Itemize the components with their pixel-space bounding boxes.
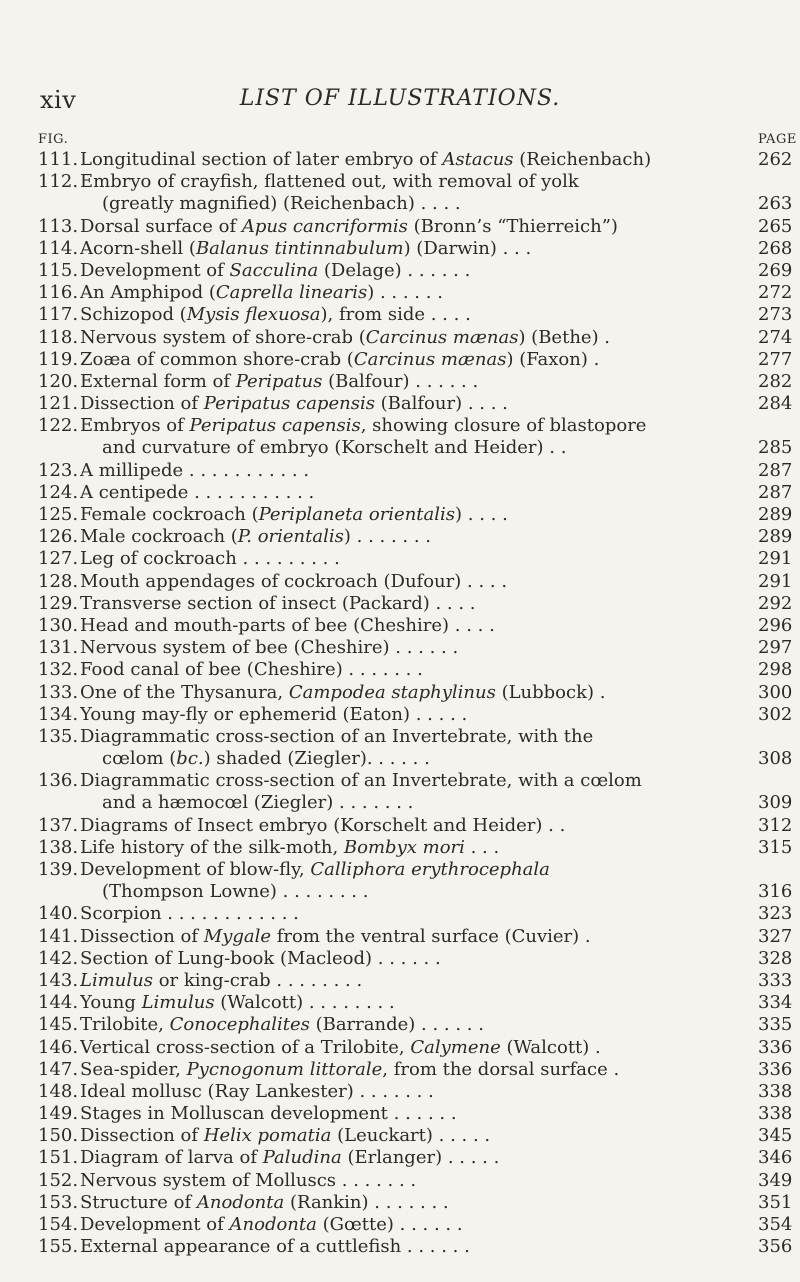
page-reference: 268 — [758, 237, 793, 259]
page-reference: 346 — [758, 1147, 793, 1169]
caption-text: (Gœtte) . . . . . . — [316, 1214, 463, 1235]
illustrations-list — [0, 149, 800, 1258]
caption-text: ) (Darwin) . . . — [403, 237, 532, 259]
figure-number: 120. — [38, 370, 79, 392]
figure-number: 133. — [38, 681, 79, 703]
page-reference: 345 — [758, 1125, 793, 1147]
caption-text: Dorsal surface of — [80, 215, 242, 237]
caption-text: (Rankin) . . . . . . . — [284, 1191, 449, 1213]
figure-number: 117. — [38, 304, 79, 326]
list-item — [0, 1037, 800, 1059]
page-reference: 354 — [758, 1214, 793, 1235]
figure-caption — [102, 193, 752, 215]
caption-text: or king-crab . . . . . . . . — [152, 969, 363, 991]
list-item — [0, 171, 800, 193]
caption-italic-text: Peripatus — [235, 370, 323, 392]
page-reference: 282 — [758, 370, 793, 392]
caption-text: and curvature of embryo (Korschelt and Heider) . . — [102, 437, 567, 459]
page-reference: 328 — [758, 947, 793, 969]
page-reference: 323 — [758, 903, 793, 925]
figure-number: 115. — [38, 259, 79, 281]
caption-text: (Walcott) . — [500, 1036, 601, 1058]
figure-caption — [80, 415, 730, 437]
page-reference: 289 — [758, 504, 793, 525]
figure-caption — [80, 770, 730, 792]
page-reference: 300 — [758, 681, 793, 703]
caption-text: (Reichenbach) — [513, 149, 652, 170]
list-item — [0, 1059, 800, 1081]
figure-number: 113. — [38, 215, 79, 237]
caption-text: Development of — [80, 1214, 230, 1235]
caption-text: Leg of cockroach . . . . . . . . . — [80, 548, 340, 570]
page-reference: 262 — [758, 149, 793, 170]
figure-number: 149. — [38, 1103, 79, 1125]
figure-caption — [80, 970, 730, 992]
figure-caption — [80, 1081, 730, 1103]
caption-text: (Balfour) . . . . . . — [322, 370, 479, 392]
page-reference: 297 — [758, 637, 793, 659]
caption-text: Longitudinal section of later embryo of — [80, 149, 443, 170]
caption-italic-text: Carcinus mænas — [353, 348, 507, 370]
figure-number: 144. — [38, 992, 79, 1014]
page-number: xiv — [40, 86, 77, 114]
caption-text: ) . . . . . . . — [343, 526, 432, 548]
figure-caption — [80, 837, 730, 859]
caption-text: (Delage) . . . . . . — [318, 259, 471, 281]
list-item — [0, 304, 800, 326]
figure-caption — [80, 371, 730, 393]
list-item — [0, 903, 800, 925]
caption-text: Dissection of — [80, 1125, 204, 1147]
figure-number: 139. — [38, 859, 79, 880]
page-reference: 349 — [758, 1169, 793, 1191]
page-reference: 336 — [758, 1058, 793, 1080]
figure-caption — [102, 437, 752, 459]
page-reference: 302 — [758, 703, 793, 725]
caption-italic-text: Bombyx mori — [343, 836, 465, 858]
list-item — [0, 260, 800, 282]
caption-italic-text: Apus cancriformis — [241, 215, 408, 237]
figure-caption — [102, 748, 752, 770]
figure-number: 145. — [38, 1014, 79, 1036]
figure-caption — [80, 1103, 730, 1125]
page-reference: 298 — [758, 659, 793, 681]
figure-caption — [80, 615, 730, 637]
list-item — [0, 1214, 800, 1236]
caption-text: A centipede . . . . . . . . . . . — [80, 481, 315, 503]
caption-italic-text: Mygale — [203, 925, 272, 947]
figure-number: 132. — [38, 659, 79, 681]
caption-text: Sea-spider, — [80, 1058, 187, 1080]
fig-column-label: FIG. — [38, 132, 69, 147]
caption-text: , showing closure of blastopore — [360, 415, 647, 437]
figure-number: 125. — [38, 504, 79, 525]
list-item — [0, 349, 800, 371]
figure-number: 137. — [38, 814, 79, 836]
figure-caption — [80, 992, 730, 1014]
caption-text: from the ventral surface (Cuvier) . — [271, 925, 591, 947]
caption-text: Transverse section of insect (Packard) . . . . — [80, 592, 476, 614]
figure-caption — [80, 548, 730, 570]
figure-number: 121. — [38, 393, 79, 415]
page-reference: 351 — [758, 1191, 793, 1213]
figure-number: 122. — [38, 415, 79, 437]
figure-number: 136. — [38, 770, 79, 792]
page-reference: 263 — [758, 193, 793, 215]
caption-text: (Lubbock) . — [495, 681, 606, 703]
caption-italic-text: Campodea staphylinus — [288, 681, 496, 703]
caption-text: Young — [80, 992, 142, 1014]
figure-number: 118. — [38, 326, 79, 348]
caption-text: Mouth appendages of cockroach (Dufour) . . . . — [80, 570, 508, 592]
list-item — [0, 770, 800, 792]
caption-italic-text: Conocephalites — [169, 1014, 310, 1036]
page-reference: 274 — [758, 326, 793, 348]
list-item — [0, 149, 800, 171]
caption-text: Food canal of bee (Cheshire) . . . . . . . — [80, 659, 423, 681]
caption-italic-text: Paludina — [262, 1147, 342, 1169]
figure-number: 141. — [38, 925, 79, 947]
page-reference: 285 — [758, 437, 793, 459]
figure-number: 143. — [38, 969, 79, 991]
caption-text: A millipede . . . . . . . . . . . — [80, 459, 310, 481]
figure-caption — [80, 859, 730, 881]
list-item — [0, 415, 800, 437]
caption-text: (Barrande) . . . . . . — [309, 1014, 484, 1036]
caption-text: Female cockroach ( — [80, 504, 259, 525]
caption-text: . . . — [464, 836, 500, 858]
page-reference: 316 — [758, 881, 793, 903]
figure-caption — [80, 1014, 730, 1036]
list-item — [0, 1147, 800, 1169]
list-item — [0, 393, 800, 415]
figure-number: 148. — [38, 1080, 79, 1102]
figure-caption — [80, 327, 730, 349]
caption-text: One of the Thysanura, — [80, 681, 289, 703]
caption-text: Diagrammatic cross-section of an Invertebrate, with the — [80, 725, 594, 747]
list-item — [0, 327, 800, 349]
figure-caption — [80, 704, 730, 726]
list-item — [0, 1125, 800, 1147]
figure-caption — [102, 881, 752, 903]
figure-number: 147. — [38, 1058, 79, 1080]
list-item — [0, 504, 800, 526]
list-item — [0, 238, 800, 260]
caption-text: Acorn-shell ( — [80, 237, 196, 259]
caption-text: External appearance of a cuttlefish . . . . . . — [80, 1236, 470, 1258]
page-reference: 287 — [758, 481, 793, 503]
figure-number: 155. — [38, 1236, 79, 1258]
figure-caption — [102, 792, 752, 814]
list-item — [0, 1192, 800, 1214]
figure-caption — [80, 349, 730, 371]
page-reference: 265 — [758, 215, 793, 237]
list-item — [0, 1170, 800, 1192]
figure-number: 119. — [38, 348, 79, 370]
caption-text: Head and mouth-parts of bee (Cheshire) . . . . — [80, 614, 495, 636]
page-reference: 277 — [758, 348, 793, 370]
caption-text: Development of blow-fly, — [80, 859, 311, 880]
list-item — [0, 548, 800, 570]
figure-number: 152. — [38, 1169, 79, 1191]
figure-caption — [80, 593, 730, 615]
figure-caption — [80, 1147, 730, 1169]
figure-number: 126. — [38, 526, 79, 548]
caption-italic-text: Carcinus mænas — [365, 326, 519, 348]
caption-text: ) (Faxon) . — [506, 348, 600, 370]
figure-caption — [80, 526, 730, 548]
page-reference: 296 — [758, 614, 793, 636]
list-item — [0, 571, 800, 593]
list-item — [0, 282, 800, 304]
figure-caption — [80, 393, 730, 415]
caption-text: Nervous system of bee (Cheshire) . . . . . . — [80, 637, 459, 659]
caption-text: Vertical cross-section of a Trilobite, — [80, 1036, 411, 1058]
page-reference: 289 — [758, 526, 793, 548]
page-reference: 287 — [758, 459, 793, 481]
list-item — [0, 659, 800, 681]
figure-number: 123. — [38, 459, 79, 481]
list-item — [0, 526, 800, 548]
caption-text: (Walcott) . . . . . . . . — [214, 992, 395, 1014]
page-reference: 309 — [758, 792, 793, 814]
caption-italic-text: Balanus tintinnabulum — [195, 237, 404, 259]
caption-italic-text: Mysis flexuosa — [186, 304, 321, 326]
list-item-continuation — [0, 748, 800, 770]
caption-text: Life history of the silk-moth, — [80, 836, 344, 858]
caption-text: and a hæmocœl (Ziegler) . . . . . . . — [102, 792, 414, 814]
figure-caption — [80, 460, 730, 482]
figure-caption — [80, 903, 730, 925]
caption-text: cœlom ( — [102, 748, 177, 770]
figure-caption — [80, 1192, 730, 1214]
figure-number: 151. — [38, 1147, 79, 1169]
caption-italic-text: Periplaneta orientalis — [258, 504, 456, 525]
list-item — [0, 859, 800, 881]
caption-text: (Bronn’s “Thierreich”) — [407, 215, 618, 237]
caption-text: ) . . . . — [455, 504, 508, 525]
page-reference: 308 — [758, 748, 793, 770]
figure-caption — [80, 1059, 730, 1081]
figure-caption — [80, 1037, 730, 1059]
caption-text: Diagrammatic cross-section of an Invertebrate, with a cœlom — [80, 770, 642, 792]
caption-text: , from the dorsal surface . — [382, 1058, 620, 1080]
list-item-continuation — [0, 792, 800, 814]
figure-number: 128. — [38, 570, 79, 592]
caption-italic-text: Caprella linearis — [215, 282, 368, 304]
figure-caption — [80, 149, 730, 171]
figure-number: 124. — [38, 481, 79, 503]
caption-text: Ideal mollusc (Ray Lankester) . . . . . . . — [80, 1080, 434, 1102]
figure-number: 150. — [38, 1125, 79, 1147]
page-reference: 334 — [758, 992, 793, 1014]
figure-number: 134. — [38, 703, 79, 725]
figure-number: 130. — [38, 614, 79, 636]
caption-text: (greatly magnified) (Reichenbach) . . . . — [102, 193, 461, 215]
list-item-continuation — [0, 437, 800, 459]
list-item — [0, 970, 800, 992]
list-item — [0, 1081, 800, 1103]
figure-caption — [80, 282, 730, 304]
caption-text: Diagram of larva of — [80, 1147, 263, 1169]
caption-italic-text: P. orientalis — [237, 526, 344, 548]
figure-number: 154. — [38, 1214, 79, 1235]
figure-caption — [80, 504, 730, 526]
caption-text: Development of — [80, 259, 230, 281]
caption-italic-text: Anodonta — [229, 1214, 317, 1235]
caption-text: (Leuckart) . . . . . — [331, 1125, 491, 1147]
figure-caption — [80, 260, 730, 282]
caption-text: ) (Bethe) . — [518, 326, 611, 348]
caption-text: ) shaded (Ziegler). . . . . . — [203, 748, 430, 770]
figure-number: 146. — [38, 1036, 79, 1058]
caption-text: Schizopod ( — [80, 304, 187, 326]
list-item — [0, 926, 800, 948]
caption-italic-text: Anodonta — [196, 1191, 285, 1213]
page-reference: 269 — [758, 259, 793, 281]
figure-number: 111. — [38, 149, 79, 170]
page-reference: 292 — [758, 592, 793, 614]
list-item — [0, 460, 800, 482]
caption-italic-text: Peripatus capensis — [203, 393, 375, 415]
caption-text: Zoæa of common shore-crab ( — [80, 348, 354, 370]
caption-text: ), from side . . . . — [320, 304, 471, 326]
list-item-continuation — [0, 881, 800, 903]
figure-caption — [80, 659, 730, 681]
caption-text: Diagrams of Insect embryo (Korschelt and Heider) . . — [80, 814, 566, 836]
page-reference: 315 — [758, 836, 793, 858]
list-item — [0, 615, 800, 637]
caption-italic-text: Limulus — [80, 969, 153, 991]
figure-number: 129. — [38, 592, 79, 614]
figure-caption — [80, 304, 730, 326]
list-item — [0, 216, 800, 238]
page-reference: 336 — [758, 1036, 793, 1058]
list-item — [0, 704, 800, 726]
caption-italic-text: Calliphora erythrocephala — [310, 859, 550, 880]
figure-caption — [80, 926, 730, 948]
running-title: LIST OF ILLUSTRATIONS. — [239, 86, 561, 111]
figure-number: 127. — [38, 548, 79, 570]
page-reference: 356 — [758, 1236, 793, 1258]
caption-text: (Balfour) . . . . — [374, 393, 508, 415]
page-reference: 273 — [758, 304, 793, 326]
figure-caption — [80, 1170, 730, 1192]
page-reference: 335 — [758, 1014, 793, 1036]
page-reference: 327 — [758, 925, 793, 947]
caption-italic-text: Calymene — [410, 1036, 501, 1058]
figure-number: 112. — [38, 171, 79, 193]
caption-text: (Erlanger) . . . . . — [341, 1147, 500, 1169]
caption-text: Male cockroach ( — [80, 526, 238, 548]
page-column-label: PAGE — [758, 132, 797, 147]
figure-caption — [80, 482, 730, 504]
figure-number: 153. — [38, 1191, 79, 1213]
figure-number: 138. — [38, 836, 79, 858]
list-item — [0, 1236, 800, 1258]
list-item — [0, 637, 800, 659]
caption-text: Stages in Molluscan development . . . . . . — [80, 1103, 457, 1125]
caption-text: Trilobite, — [80, 1014, 170, 1036]
figure-caption — [80, 726, 730, 748]
figure-number: 116. — [38, 282, 79, 304]
caption-text: An Amphipod ( — [80, 282, 216, 304]
list-item — [0, 815, 800, 837]
figure-caption — [80, 948, 730, 970]
caption-text: Young may-fly or ephemerid (Eaton) . . . . . — [80, 703, 468, 725]
figure-number: 135. — [38, 725, 79, 747]
list-item-continuation — [0, 193, 800, 215]
caption-text: Scorpion . . . . . . . . . . . . — [80, 903, 299, 925]
caption-italic-text: Pycnogonum littorale — [186, 1058, 383, 1080]
caption-italic-text: Peripatus capensis — [189, 415, 361, 437]
caption-text: Nervous system of shore-crab ( — [80, 326, 366, 348]
figure-caption — [80, 216, 730, 238]
list-item — [0, 1103, 800, 1125]
caption-italic-text: bc. — [176, 748, 204, 770]
caption-text: Dissection of — [80, 393, 204, 415]
list-item — [0, 948, 800, 970]
page-reference: 333 — [758, 969, 793, 991]
caption-italic-text: Limulus — [141, 992, 215, 1014]
list-item — [0, 837, 800, 859]
caption-text: (Thompson Lowne) . . . . . . . . — [102, 881, 369, 903]
figure-caption — [80, 1214, 730, 1236]
figure-caption — [80, 238, 730, 260]
list-item — [0, 371, 800, 393]
list-item — [0, 726, 800, 748]
figure-number: 142. — [38, 947, 79, 969]
caption-text: ) . . . . . . — [367, 282, 443, 304]
list-item — [0, 992, 800, 1014]
figure-caption — [80, 171, 730, 193]
figure-caption — [80, 815, 730, 837]
caption-italic-text: Helix pomatia — [203, 1125, 332, 1147]
page-reference: 272 — [758, 282, 793, 304]
page-reference: 291 — [758, 548, 793, 570]
page-reference: 291 — [758, 570, 793, 592]
figure-number: 114. — [38, 237, 79, 259]
caption-text: Nervous system of Molluscs . . . . . . . — [80, 1169, 417, 1191]
list-item — [0, 482, 800, 504]
caption-text: Section of Lung-book (Macleod) . . . . . . — [80, 947, 441, 969]
list-item — [0, 593, 800, 615]
caption-text: Dissection of — [80, 925, 204, 947]
page-reference: 312 — [758, 814, 793, 836]
figure-caption — [80, 637, 730, 659]
caption-text: Embryos of — [80, 415, 190, 437]
figure-caption — [80, 682, 730, 704]
figure-caption — [80, 1125, 730, 1147]
page-reference: 284 — [758, 393, 793, 415]
figure-number: 131. — [38, 637, 79, 659]
figure-caption — [80, 571, 730, 593]
figure-number: 140. — [38, 903, 79, 925]
list-item — [0, 1014, 800, 1036]
page-reference: 338 — [758, 1080, 793, 1102]
caption-text: External form of — [80, 370, 236, 392]
figure-caption — [80, 1236, 730, 1258]
list-item — [0, 682, 800, 704]
caption-italic-text: Sacculina — [229, 259, 319, 281]
page-reference: 338 — [758, 1103, 793, 1125]
caption-italic-text: Astacus — [442, 149, 514, 170]
caption-text: Embryo of crayfish, flattened out, with removal of yolk — [80, 171, 579, 193]
caption-text: Structure of — [80, 1191, 197, 1213]
